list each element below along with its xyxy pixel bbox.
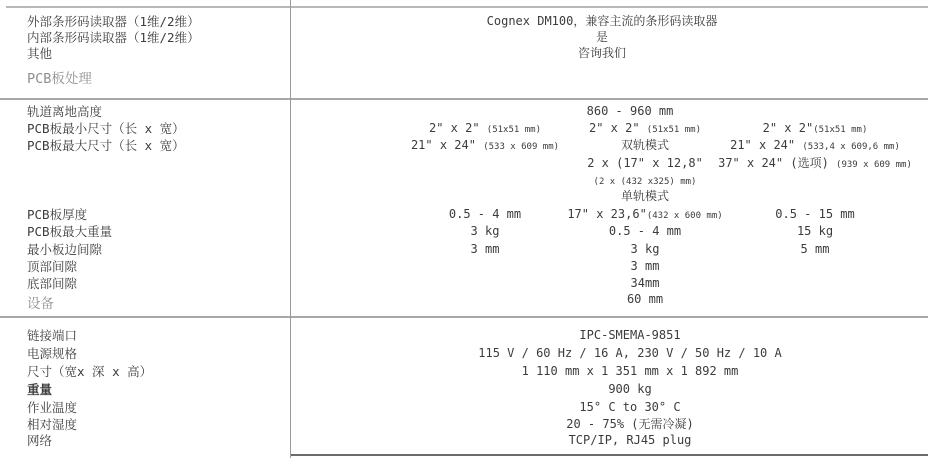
spec-value xyxy=(579,399,680,416)
spec-label: PCB板最大重量 xyxy=(27,224,113,239)
spec-value-main: 3 kg xyxy=(470,224,500,238)
spec-value xyxy=(578,45,626,62)
spec-value xyxy=(631,241,660,258)
spec-value xyxy=(478,345,781,362)
spec-value xyxy=(449,206,521,223)
spec-row xyxy=(0,45,928,62)
spec-value xyxy=(797,223,833,240)
spec-value xyxy=(569,432,692,449)
spec-row xyxy=(0,399,928,416)
spec-value-main: 5 mm xyxy=(800,242,830,256)
spec-row xyxy=(0,13,928,30)
spec-row xyxy=(0,172,928,189)
spec-label: 相对湿度 xyxy=(27,417,78,432)
spec-value-main: 2 x (17" x 12,8" xyxy=(587,156,703,170)
spec-value xyxy=(631,275,660,292)
spec-value xyxy=(631,258,660,275)
spec-value-main: IPC-SMEMA-9851 xyxy=(579,328,681,342)
spec-value xyxy=(587,155,703,172)
spec-value xyxy=(522,363,739,380)
spec-value-main: 115 V / 60 Hz / 16 A, 230 V / 50 Hz / 10 A xyxy=(478,346,782,360)
spec-value xyxy=(587,103,674,120)
spec-label: 轨道离地高度 xyxy=(27,104,103,119)
spec-value-main: 双轨模式 xyxy=(620,138,670,152)
spec-value xyxy=(487,13,718,30)
spec-value-small: (939 x 609 mm) xyxy=(836,160,912,170)
spec-value-main: 3 mm xyxy=(470,242,500,256)
spec-label: 最小板边间隙 xyxy=(27,242,103,257)
spec-value-small: (533 x 609 mm) xyxy=(483,142,560,152)
spec-value-main: 60 mm xyxy=(626,292,664,306)
spec-value xyxy=(730,137,900,156)
spec-value-main: 0.5 - 4 mm xyxy=(608,224,682,238)
spec-value-main: 15 kg xyxy=(796,224,834,238)
spec-row xyxy=(0,275,928,292)
spec-value-small: (51x51 mm) xyxy=(486,125,541,135)
spec-row xyxy=(0,103,928,120)
spec-label: 链接端口 xyxy=(27,328,78,343)
spec-value-main: 2" x 2" xyxy=(762,121,814,135)
spec-value-main: 咨询我们 xyxy=(577,46,627,60)
divider-bottom xyxy=(290,454,928,456)
spec-label: PCB板厚度 xyxy=(27,207,88,222)
spec-value xyxy=(579,327,680,344)
spec-row xyxy=(0,137,928,154)
spec-value-main: 2" x 2" xyxy=(589,121,647,135)
spec-value-small: (432 x 600 mm) xyxy=(646,211,723,221)
spec-value-main: 0.5 - 15 mm xyxy=(775,207,855,221)
spec-value xyxy=(608,381,651,398)
spec-label: 顶部间隙 xyxy=(27,259,78,274)
spec-value-small: (2 x (432 x325) mm) xyxy=(593,177,697,187)
spec-value-main: 是 xyxy=(595,30,609,44)
spec-value-main: 20 - 75% (无需冷凝) xyxy=(566,417,694,431)
spec-value-main: 21" x 24" xyxy=(730,138,803,152)
spec-row xyxy=(0,416,928,433)
divider-pcb-section xyxy=(0,98,928,100)
spec-value xyxy=(621,188,669,205)
section-header-row xyxy=(0,71,928,88)
spec-value xyxy=(566,416,693,433)
spec-label: 尺寸（宽x 深 x 高） xyxy=(27,364,153,379)
spec-value-main: 3 kg xyxy=(630,242,660,256)
spec-value-main: 900 kg xyxy=(608,382,652,396)
spec-row xyxy=(0,363,928,380)
spec-label: 底部间隙 xyxy=(27,276,78,291)
spec-row xyxy=(0,155,928,172)
spec-label: PCB板最小尺寸（长 x 宽） xyxy=(27,121,185,136)
spec-value-main: 2" x 2" xyxy=(429,121,487,135)
spec-value-small: (51x51 mm) xyxy=(813,125,868,135)
spec-row xyxy=(0,258,928,275)
spec-value-main: 0.5 - 4 mm xyxy=(448,207,522,221)
spec-row xyxy=(0,120,928,137)
spec-value xyxy=(471,223,500,240)
spec-value-main: 37" x 24" (选项) xyxy=(718,156,837,170)
spec-row xyxy=(0,206,928,223)
spec-label: 作业温度 xyxy=(27,400,78,415)
spec-label: 电源规格 xyxy=(27,346,78,361)
spec-value-main: Cognex DM100，兼容主流的条形码读取器 xyxy=(486,14,718,28)
spec-value xyxy=(801,241,830,258)
spec-value-main: 1 110 mm x 1 351 mm x 1 892 mm xyxy=(521,364,739,378)
spec-value-main: 17" x 23,6" xyxy=(567,207,647,221)
spec-label: 内部条形码读取器（1维/2维） xyxy=(27,30,200,45)
spec-value xyxy=(411,137,559,156)
spec-value xyxy=(775,206,854,223)
spec-label: 网络 xyxy=(27,433,53,448)
spec-row xyxy=(0,223,928,240)
divider-equipment-section xyxy=(0,316,928,318)
spec-value-main: 3 mm xyxy=(630,259,660,273)
section-header-row xyxy=(0,296,928,313)
spec-row xyxy=(0,327,928,344)
divider-top xyxy=(6,6,928,8)
spec-label: 重量 xyxy=(27,382,53,397)
spec-value xyxy=(471,241,500,258)
spec-value-main: TCP/IP, RJ45 plug xyxy=(568,433,692,447)
section-header: 设备 xyxy=(27,296,54,312)
spec-row xyxy=(0,188,928,205)
spec-value xyxy=(609,223,681,240)
spec-value-main: 34mm xyxy=(630,276,660,290)
spec-label: 外部条形码读取器（1维/2维） xyxy=(27,14,200,29)
spec-row xyxy=(0,241,928,258)
section-header: PCB板处理 xyxy=(27,71,92,87)
spec-value-main: 860 - 960 mm xyxy=(586,104,674,118)
spec-value-main: 单轨模式 xyxy=(620,189,670,203)
spec-value-small: (51x51 mm) xyxy=(646,125,701,135)
spec-value xyxy=(596,29,608,46)
spec-value xyxy=(621,137,669,154)
spec-row xyxy=(0,432,928,449)
spec-value-small: (533,4 x 609,6 mm) xyxy=(802,142,900,152)
spec-value-main: 21" x 24" xyxy=(410,138,484,152)
spec-row xyxy=(0,29,928,46)
spec-row xyxy=(0,345,928,362)
spec-label: PCB板最大尺寸（长 x 宽） xyxy=(27,138,185,153)
spec-row xyxy=(0,381,928,398)
spec-label: 其他 xyxy=(27,46,53,61)
spec-value-main: 15° C to 30° C xyxy=(579,400,681,414)
